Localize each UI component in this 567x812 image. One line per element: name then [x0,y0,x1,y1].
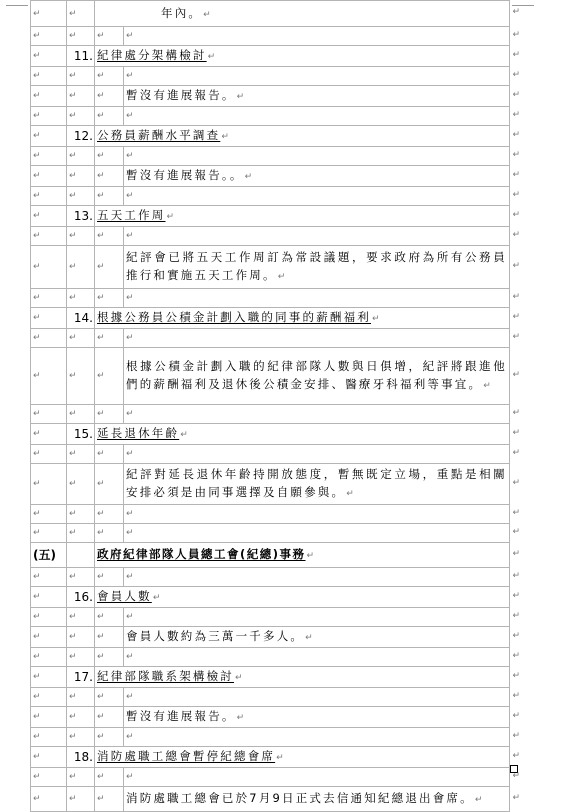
paragraph-mark: ↵ [95,445,124,464]
paragraph-mark: ↵ [67,608,95,627]
heading-cell [95,424,510,445]
table-row [31,608,510,627]
section-heading: 政府紀律部隊人員總工會(紀總)事務 [97,547,306,561]
paragraph-mark: ↵ [67,787,95,812]
row-end-mark: ↵ [512,427,520,438]
paragraph-mark: ↵ [31,667,67,688]
row-end-mark: ↵ [512,690,520,701]
paragraph-mark: ↵ [67,227,95,246]
table-row [31,787,510,812]
paragraph-mark: ↵ [31,348,67,405]
table-row [31,187,510,206]
heading-cell [95,126,510,147]
table-row [31,405,510,424]
item-number: 14. [67,308,95,329]
table-row [31,246,510,289]
paragraph-mark: ↵ [31,187,67,206]
item-heading: 紀律處分架構檢討 [97,48,207,62]
paragraph-mark: ↵ [236,92,245,102]
table-row [31,308,510,329]
paragraph-mark: ↵ [67,86,95,107]
paragraph-mark: ↵ [31,206,67,227]
paragraph-mark: ↵ [235,673,243,683]
text-cell [124,627,510,648]
row-end-mark: ↵ [512,29,520,40]
row-end-mark: ↵ [512,710,520,721]
paragraph-mark: ↵ [31,524,67,543]
paragraph-mark: ↵ [67,728,95,747]
paragraph-mark: ↵ [31,445,67,464]
paragraph-mark: ↵ [95,524,124,543]
row-end-mark: ↵ [512,89,520,100]
paragraph-mark: ↵ [372,314,380,324]
paragraph-mark: ↵ [124,568,510,587]
body-text: 暫沒有進展報告。。 [126,168,244,182]
paragraph-mark: ↵ [276,753,284,763]
table-row [31,147,510,166]
paragraph-mark: ↵ [67,67,95,86]
paragraph-mark: ↵ [95,166,124,187]
table-row [31,445,510,464]
paragraph-mark: ↵ [67,568,95,587]
paragraph-mark: ↵ [474,795,483,805]
text-cell [95,1,510,27]
row-end-mark: ↵ [512,526,520,537]
paragraph-mark: ↵ [203,9,211,20]
row-end-mark: ↵ [512,610,520,621]
row-end-mark: ↵ [512,311,520,322]
paragraph-mark: ↵ [95,768,124,787]
paragraph-mark: ↵ [95,329,124,348]
paragraph-mark: ↵ [31,688,67,707]
table-row [31,67,510,86]
row-end-mark: ↵ [512,792,520,803]
table-row [31,464,510,505]
paragraph-mark: ↵ [67,505,95,524]
table-row [31,1,510,27]
paragraph-mark: ↵ [67,147,95,166]
paragraph-mark: ↵ [95,107,124,126]
item-number: 17. [67,667,95,688]
paragraph-mark: ↵ [95,348,124,405]
table-row [31,667,510,688]
paragraph-mark: ↵ [67,464,95,505]
paragraph-mark: ↵ [31,648,67,667]
heading-cell [95,206,510,227]
paragraph-mark: ↵ [166,212,175,222]
paragraph-mark: ↵ [31,627,67,648]
table-row [31,648,510,667]
paragraph-mark: ↵ [67,627,95,648]
row-end-mark: ↵ [512,49,520,60]
table-row [31,166,510,187]
table-row [31,627,510,648]
item-number: 13. [67,206,95,227]
crop-mark-top-right [512,5,534,6]
paragraph-mark: ↵ [124,728,510,747]
paragraph-mark: ↵ [346,489,354,499]
paragraph-mark: ↵ [95,728,124,747]
paragraph-mark: ↵ [67,768,95,787]
paragraph-mark: ↵ [67,405,95,424]
paragraph-mark: ↵ [124,405,510,424]
row-end-mark: ↵ [512,69,520,80]
table-row [31,289,510,308]
table-row [31,126,510,147]
paragraph-mark: ↵ [95,568,124,587]
paragraph-mark: ↵ [67,107,95,126]
paragraph-mark: ↵ [95,227,124,246]
paragraph-mark: ↵ [236,713,245,723]
paragraph-mark: ↵ [95,289,124,308]
row-end-mark: ↵ [512,407,520,418]
paragraph-mark: ↵ [31,67,67,86]
paragraph-mark: ↵ [207,52,216,62]
item-number: 11. [67,46,95,67]
paragraph-mark: ↵ [483,381,491,391]
text-cell [124,348,510,405]
table-row [31,46,510,67]
paragraph-mark: ↵ [95,67,124,86]
paragraph-mark: ↵ [31,747,67,768]
row-end-mark: ↵ [512,570,520,581]
item-heading: 公務員薪酬水平調查 [97,128,221,142]
table-row [31,707,510,728]
paragraph-mark: ↵ [124,648,510,667]
paragraph-mark: ↵ [31,166,67,187]
paragraph-mark: ↵ [31,405,67,424]
text-cell [124,246,510,289]
paragraph-mark: ↵ [31,787,67,812]
paragraph-mark: ↵ [31,707,67,728]
paragraph-mark: ↵ [152,593,161,603]
paragraph-mark: ↵ [67,1,95,27]
table-row [31,747,510,768]
paragraph-mark: ↵ [124,524,510,543]
item-heading: 五天工作周 [97,208,166,222]
body-text: 消防處職工總會已於7月9日正式去信通知紀總退出會席。 [126,791,474,805]
row-end-mark: ↵ [512,630,520,641]
paragraph-mark: ↵ [124,67,510,86]
item-heading: 根據公務員公積金計劃入職的同事的薪酬福利 [97,310,371,324]
row-end-mark: ↵ [512,730,520,741]
paragraph-mark: ↵ [95,627,124,648]
paragraph-mark: ↵ [31,587,67,608]
paragraph-mark: ↵ [124,445,510,464]
paragraph-mark: ↵ [124,27,510,46]
heading-cell [95,46,510,67]
item-number: 18. [67,747,95,768]
table-row [31,329,510,348]
body-text: 根據公積金計劃入職的紀律部隊人數與日俱增，紀評將跟進他們的薪酬福利及退休後公積金安排、醫療牙科福利等事宜。 [126,359,507,391]
row-end-mark: ↵ [512,548,520,559]
table-row [31,348,510,405]
table-row [31,86,510,107]
paragraph-mark: ↵ [124,107,510,126]
item-heading: 會員人數 [97,589,152,603]
item-number: 12. [67,126,95,147]
empty-cell [67,543,95,568]
body-text: 暫沒有進展報告。 [126,709,236,723]
text-cell [124,707,510,728]
paragraph-mark: ↵ [124,505,510,524]
heading-cell [95,308,510,329]
paragraph-mark: ↵ [67,246,95,289]
body-text: 年內。 [161,5,203,20]
paragraph-mark: ↵ [67,289,95,308]
paragraph-mark: ↵ [277,272,286,282]
row-end-mark: ↵ [512,260,520,271]
text-cell [124,464,510,505]
heading-cell [95,587,510,608]
item-heading: 消防處職工總會暫停紀總會席 [97,749,276,763]
paragraph-mark: ↵ [95,787,124,812]
table-row [31,728,510,747]
table-row [31,568,510,587]
item-number: 15. [67,424,95,445]
paragraph-mark: ↵ [95,405,124,424]
item-number: 16. [67,587,95,608]
paragraph-mark: ↵ [67,648,95,667]
paragraph-mark: ↵ [124,147,510,166]
text-cell [124,787,510,812]
paragraph-mark: ↵ [67,707,95,728]
row-end-mark: ↵ [512,291,520,302]
heading-cell [95,667,510,688]
heading-cell [95,747,510,768]
row-end-mark: ↵ [512,129,520,140]
table-row [31,688,510,707]
paragraph-mark: ↵ [95,648,124,667]
paragraph-mark: ↵ [31,608,67,627]
row-end-mark: ↵ [512,650,520,661]
row-end-mark: ↵ [512,770,520,781]
paragraph-mark: ↵ [67,166,95,187]
paragraph-mark: ↵ [31,46,67,67]
paragraph-mark: ↵ [221,132,229,142]
row-end-mark: ↵ [512,229,520,240]
table-row [31,227,510,246]
paragraph-mark: ↵ [31,768,67,787]
row-end-mark: ↵ [512,331,520,342]
body-text: 紀評對延長退休年齡持開放態度，暫無既定立場，重點是相關安排必須是由同事選擇及自願參與。 [126,467,507,499]
paragraph-mark: ↵ [31,464,67,505]
paragraph-mark: ↵ [31,289,67,308]
paragraph-mark: ↵ [124,688,510,707]
paragraph-mark: ↵ [95,505,124,524]
paragraph-mark: ↵ [306,551,315,561]
row-end-mark: ↵ [512,507,520,518]
paragraph-mark: ↵ [124,768,510,787]
item-heading: 紀律部隊職系架構檢討 [97,669,234,683]
paragraph-mark: ↵ [31,27,67,46]
table-row [31,107,510,126]
table-row [31,424,510,445]
row-end-mark: ↵ [512,169,520,180]
table-row [31,27,510,46]
paragraph-mark: ↵ [124,329,510,348]
row-end-mark: ↵ [512,369,520,380]
body-text: 紀評會已將五天工作周訂為常設議題，要求政府為所有公務員推行和實施五天工作周。 [126,250,507,282]
paragraph-mark: ↵ [180,430,188,440]
paragraph-mark: ↵ [124,187,510,206]
table-row [31,206,510,227]
paragraph-mark: ↵ [95,187,124,206]
paragraph-mark: ↵ [95,86,124,107]
paragraph-mark: ↵ [67,329,95,348]
paragraph-mark: ↵ [31,86,67,107]
table-row [31,505,510,524]
body-text: 會員人數約為三萬一千多人。 [126,629,305,643]
text-cell [124,166,510,187]
row-end-mark: ↵ [512,209,520,220]
paragraph-mark: ↵ [67,445,95,464]
paragraph-mark: ↵ [31,107,67,126]
crop-mark-top-left [6,5,28,6]
table-row [31,524,510,543]
paragraph-mark: ↵ [31,147,67,166]
paragraph-mark: ↵ [95,707,124,728]
paragraph-mark: ↵ [95,608,124,627]
item-heading: 延長退休年齡 [97,426,180,440]
paragraph-mark: ↵ [31,246,67,289]
paragraph-mark: ↵ [95,27,124,46]
paragraph-mark: ↵ [31,728,67,747]
row-end-mark: ↵ [512,189,520,200]
paragraph-mark: ↵ [95,688,124,707]
paragraph-mark: ↵ [305,633,313,643]
paragraph-mark: ↵ [31,568,67,587]
section-label: (五) [31,543,67,568]
table-row [31,587,510,608]
row-end-mark: ↵ [512,590,520,601]
paragraph-mark: ↵ [31,227,67,246]
row-end-mark: ↵ [512,149,520,160]
paragraph-mark: ↵ [67,688,95,707]
text-cell [124,86,510,107]
heading-cell [95,543,510,568]
row-end-mark: ↵ [512,670,520,681]
paragraph-mark: ↵ [67,27,95,46]
paragraph-mark: ↵ [124,608,510,627]
paragraph-mark: ↵ [31,505,67,524]
document-table [30,0,510,812]
table-row [31,543,510,568]
paragraph-mark: ↵ [31,308,67,329]
row-end-mark: ↵ [512,477,520,488]
paragraph-mark: ↵ [95,147,124,166]
body-text: 暫沒有進展報告。 [126,88,236,102]
paragraph-mark: ↵ [67,524,95,543]
paragraph-mark: ↵ [244,172,253,182]
paragraph-mark: ↵ [95,246,124,289]
paragraph-mark: ↵ [67,348,95,405]
paragraph-mark: ↵ [67,187,95,206]
table-row [31,768,510,787]
row-end-mark: ↵ [512,109,520,120]
paragraph-mark: ↵ [31,126,67,147]
paragraph-mark: ↵ [31,424,67,445]
row-end-mark: ↵ [512,447,520,458]
paragraph-mark: ↵ [31,1,67,27]
row-end-mark: ↵ [512,7,520,17]
row-end-mark: ↵ [512,750,520,761]
paragraph-mark: ↵ [124,289,510,308]
paragraph-mark: ↵ [124,227,510,246]
paragraph-mark: ↵ [95,464,124,505]
paragraph-mark: ↵ [31,329,67,348]
